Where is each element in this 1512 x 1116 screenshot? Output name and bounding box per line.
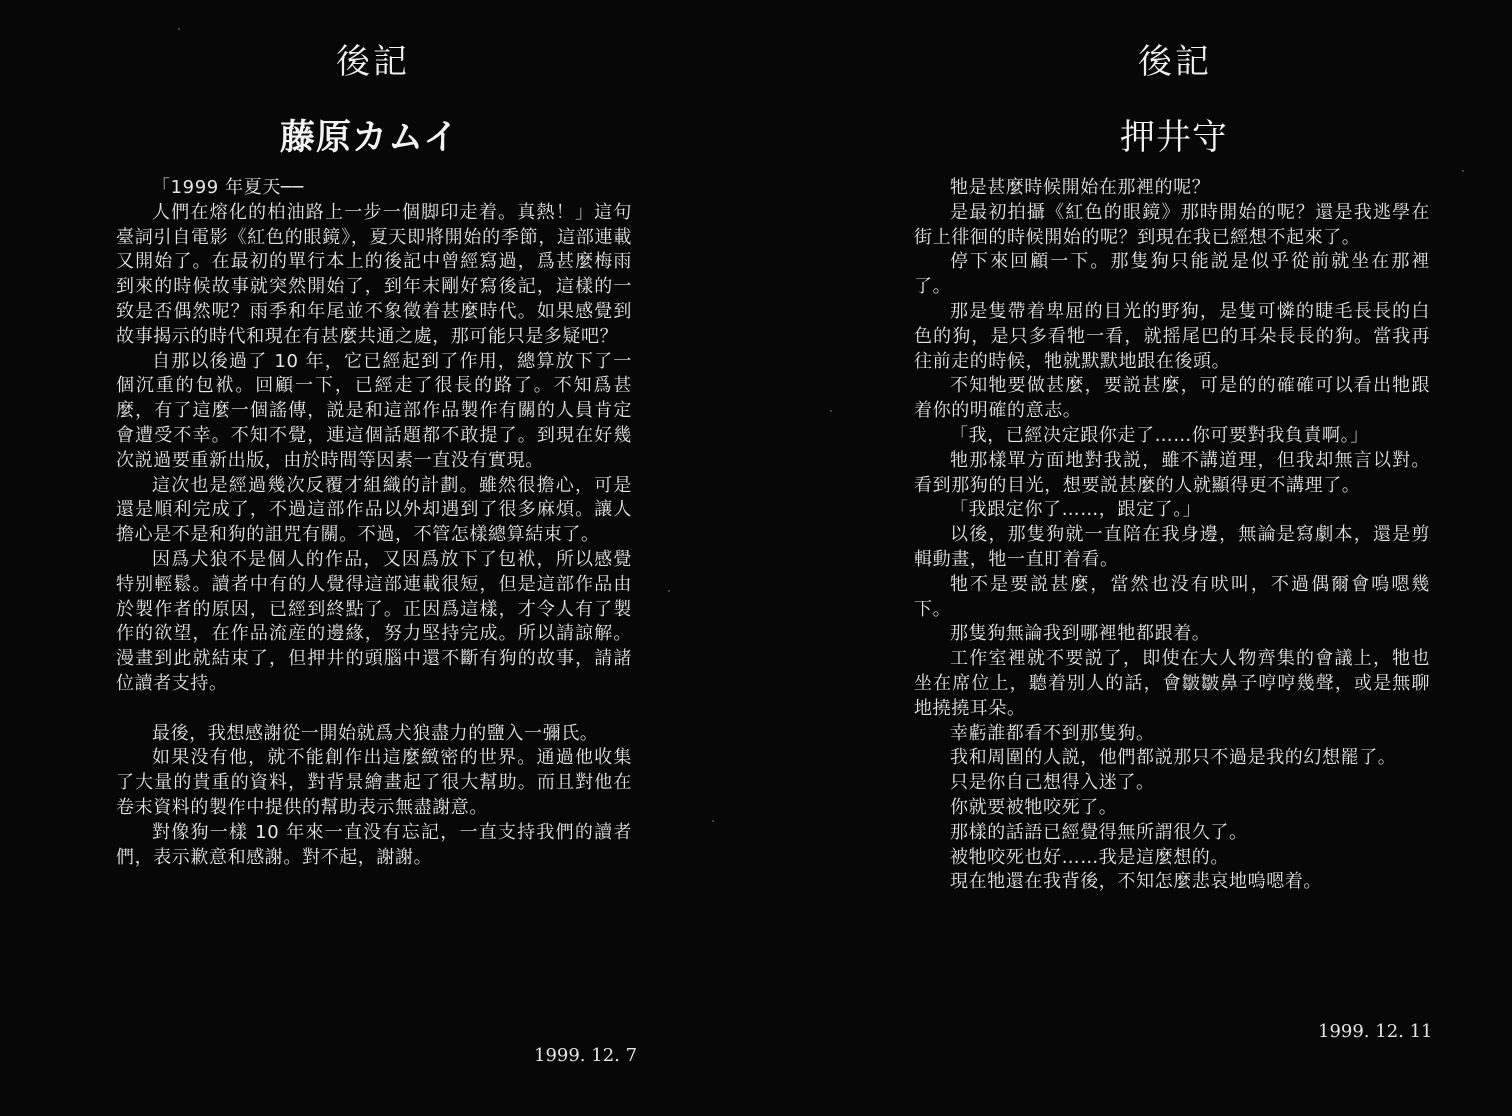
paragraph: 這次也是經過幾次反覆才組織的計劃。雖然很擔心，可是還是順利完成了，不過這部作品以外却遇到了很多麻煩。讓人擔心是不是和狗的詛咒有關。不過，不管怎樣總算結束了。 (116, 474, 632, 546)
paragraph: 停下來回顧一下。那隻狗只能説是似乎從前就坐在那裡了。 (914, 251, 1430, 298)
paragraph: 最後，我想感謝從一開始就爲犬狼盡力的鹽入一彌氏。 (152, 722, 599, 744)
paragraph: 你就要被牠咬死了。 (950, 796, 1118, 818)
paragraph: 「1999 年夏天── (152, 177, 304, 198)
paragraph: 牠是甚麼時候開始在那裡的呢？ (950, 177, 1211, 198)
afterword-body-right (914, 176, 1430, 895)
paper-speck (668, 590, 670, 592)
paragraph: 自那以後過了 10 年，它已經起到了作用，總算放下了一個沉重的包袱。回顧一下，已經走了很長的路了。不知爲甚麼，有了這麼一個謠傳，説是和這部作品製作有關的人員肯定會遭受不幸。不知不覺，連這個話題都不敢提了。到現在好幾次説過要重新出版，由於時間等因素一直没有實現。 (116, 350, 632, 471)
afterword-body-left (116, 176, 632, 870)
paragraph: 那隻狗無論我到哪裡牠都跟着。 (950, 623, 1211, 645)
paragraph: 只是你自己想得入迷了。 (950, 772, 1155, 794)
paragraph: 被牠咬死也好……我是這麼想的。 (950, 846, 1229, 868)
paragraph: 對像狗一樣 10 年來一直没有忘記，一直支持我們的讀者們，表示歉意和感謝。對不起，謝謝。 (116, 821, 632, 868)
paragraph: 那是隻帶着卑屈的目光的野狗，是隻可憐的睫毛長長的白色的狗，是只多看牠一看，就摇尾巴的耳朵長長的狗。當我再往前走的時候，牠就默默地跟在後頭。 (914, 300, 1430, 372)
paragraph: 「我跟定你了……，跟定了。」 (950, 499, 1202, 521)
paragraph: 工作室裡就不要説了，即使在大人物齊集的會議上，牠也坐在席位上，聽着别人的話，會皺皺鼻子哼哼幾聲，或是無聊地撓撓耳朵。 (914, 648, 1430, 719)
author-name-left: 藤原カムイ (280, 118, 460, 158)
paragraph: 牠不是要説甚麼，當然也没有吠叫，不過偶爾會嗚嗯幾下。 (914, 573, 1430, 620)
date-right: 1999. 12. 11 (1318, 1021, 1433, 1042)
paper-speck (178, 28, 180, 30)
paragraph: 那樣的話語已經覺得無所謂很久了。 (950, 821, 1248, 843)
paragraph: 現在牠還在我背後，不知怎麼悲哀地嗚嗯着。 (950, 871, 1322, 893)
paragraph: 牠那樣單方面地對我説，雖不講道理，但我却無言以對。看到那狗的目光，想要説甚麼的人就顯得更不講理了。 (914, 449, 1430, 496)
afterword-heading-right: 後記 (1138, 42, 1212, 82)
author-name-right: 押井守 (1120, 118, 1229, 158)
paper-speck (712, 820, 714, 822)
afterword-page-right (756, 0, 1512, 1116)
paragraph: 以後，那隻狗就一直陪在我身邊，無論是寫劇本，還是剪輯動畫，牠一直盯着看。 (914, 524, 1430, 570)
paragraph: 幸虧誰都看不到那隻狗。 (950, 722, 1155, 744)
paper-speck (830, 410, 832, 412)
afterword-heading-left: 後記 (336, 42, 410, 82)
paragraph: 不知牠要做甚麼，要説甚麼，可是的的確確可以看出牠跟着你的明確的意志。 (914, 375, 1430, 422)
paragraph: 因爲犬狼不是個人的作品，又因爲放下了包袱，所以感覺特别輕鬆。讀者中有的人覺得這部連載很短，但是這部作品由於製作者的原因，已經到終點了。正因爲這樣，才令人有了製作的欲望，在作品流産的邊緣，努力堅持完成。所以請諒解。漫畫到此就結束了，但押井的頭腦中還不斷有狗的故事，請諸位讀者支持。 (116, 548, 632, 694)
paragraph: 我和周圍的人説，他們都説那只不過是我的幻想罷了。 (950, 747, 1397, 769)
paper-speck (1462, 170, 1464, 172)
paragraph: 如果没有他，就不能創作出這麼緻密的世界。通過他收集了大量的貴重的資料，對背景繪畫起了很大幫助。而且對他在卷末資料的製作中提供的幫助表示無盡謝意。 (116, 747, 632, 818)
paragraph: 「我，已經决定跟你走了……你可要對我負責啊。」 (950, 424, 1369, 446)
date-left: 1999. 12. 7 (534, 1045, 638, 1066)
paragraph: 人們在熔化的柏油路上一步一個脚印走着。真熱！」這句臺詞引自電影《紅色的眼鏡》，夏天即將開始的季節，這部連載又開始了。在最初的單行本上的後記中曾經寫過，爲甚麼梅雨到來的時候故事就突然開始了，到年末剛好寫後記，這樣的一致是否偶然呢？雨季和年尾並不象徵着甚麼時代。如果感覺到故事揭示的時代和現在有甚麼共通之處，那可能只是多疑吧？ (116, 201, 632, 347)
paragraph: 是最初拍攝《紅色的眼鏡》那時開始的呢？還是我逃學在街上徘徊的時候開始的呢？到現在我已經想不起來了。 (914, 201, 1430, 248)
